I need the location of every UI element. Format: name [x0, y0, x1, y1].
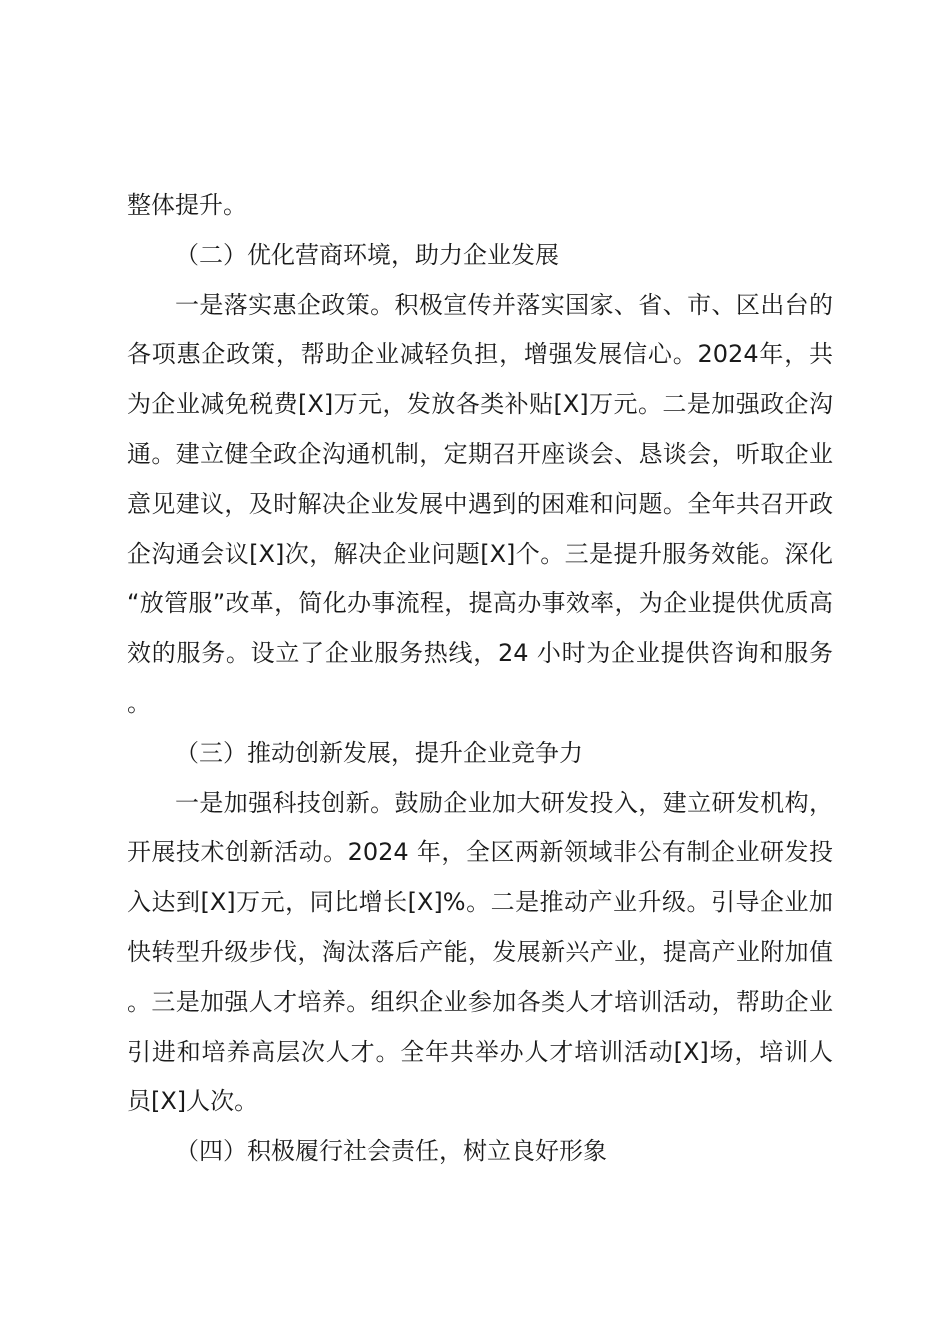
paragraph-innovation: 一是加强科技创新。鼓励企业加大研发投入，建立研发机构，开展技术创新活动。2024 年，全区两新领域非公有制企业研发投入达到[X]万元，同比增长[X]%。二是推动产业升级。引导企业加快转型升级步伐，淘汰落后产能，发展新兴产业，提高产业附加值。三是加强人才培养。组织企业参加各类人才培训活动，帮助企业引进和培养高层次人才。全年共举办人才培训活动[X]场，培训人员[X]人次。 — [127, 788, 833, 1116]
section-heading-3: （三）推动创新发展，提升企业竞争力 — [175, 738, 583, 767]
section-heading-4: （四）积极履行社会责任，树立良好形象 — [175, 1137, 607, 1166]
paragraph-business-environment: 一是落实惠企政策。积极宣传并落实国家、省、市、区出台的各项惠企政策，帮助企业减轻负担，增强发展信心。2024年，共为企业减免税费[X]万元，发放各类补贴[X]万元。二是加强政企沟通。建立健全政企沟通机制，定期召开座谈会、恳谈会，听取企业意见建议，及时解决企业发展中遇到的困难和问题。全年共召开政企沟通会议[X]次，解决企业问题[X]个。三是提升服务效能。深化“放管服”改革，简化办事流程，提高办事效率，为企业提供优质高效的服务。设立了企业服务热线，24 小时为企业提供咨询和服务。 — [127, 290, 833, 717]
document-body — [127, 181, 833, 1177]
paragraph-continuation: 整体提升。 — [127, 191, 247, 219]
section-heading-2: （二）优化营商环境，助力企业发展 — [175, 240, 559, 269]
